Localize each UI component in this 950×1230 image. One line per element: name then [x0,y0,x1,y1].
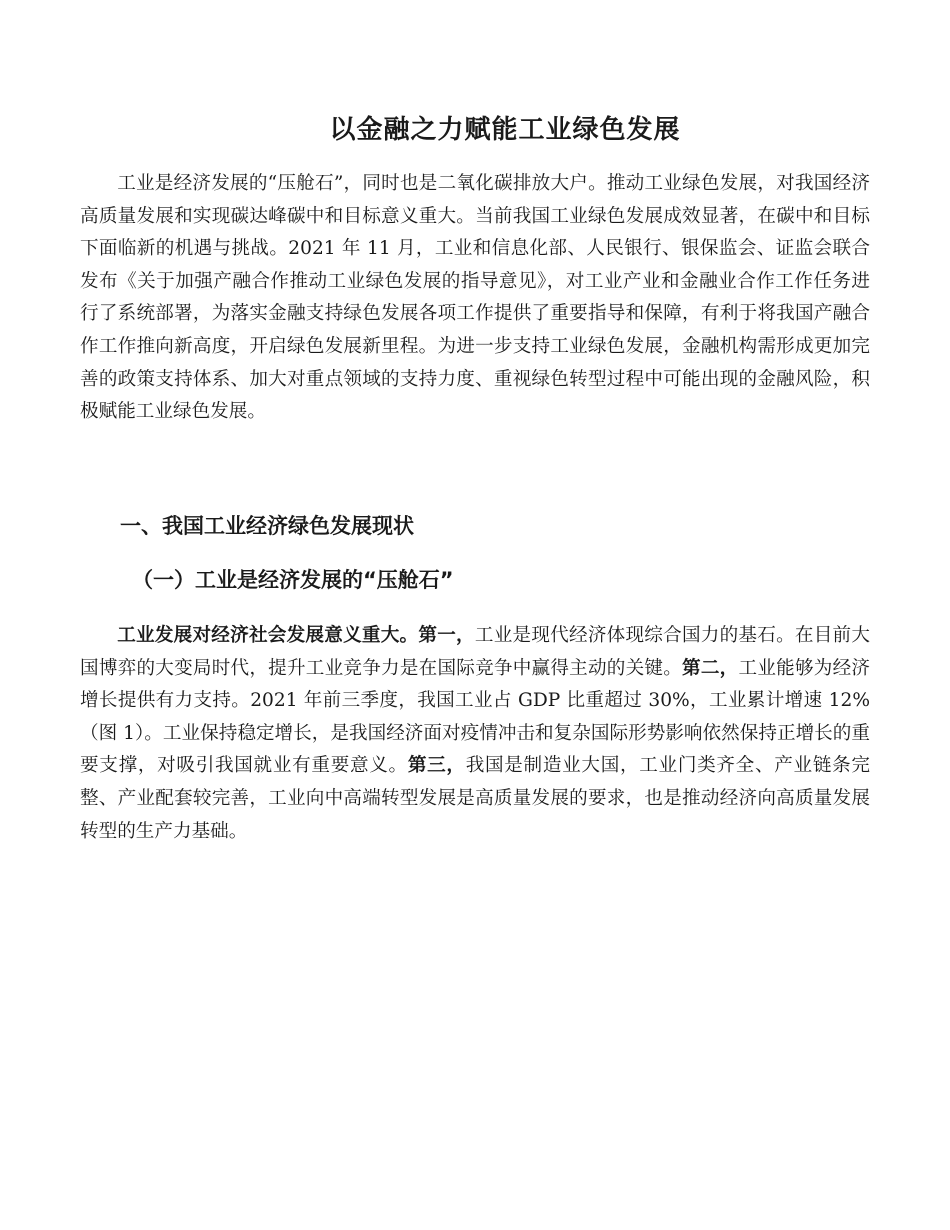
first-label: 第一， [418,625,475,646]
lead-sentence: 工业发展对经济社会发展意义重大。 [117,625,419,646]
first-text: 工业是现代经济体现综合国力的基石。在目前大国博弈的大变局时代，提升工业竞争力是在国际竞争中赢得主动的关键。 [80,625,870,679]
second-label: 第二， [682,657,739,679]
body-paragraph [80,620,870,848]
second-text: 工业能够为经济增长提供有力支持。2021 年前三季度，我国工业占 GDP 比重超过 30%，工业累计增速 12%（图 1）。工业保持稳定增长，是我国经济面对疫情冲击和复杂国际形势影响依然保持正增长的重要支撑，对吸引我国就业有重要意义。 [80,657,870,777]
third-text: 我国是制造业大国，工业门类齐全、产业链条完整、产业配套较完善，工业向中高端转型发展是高质量发展的要求，也是推动经济向高质量发展转型的生产力基础。 [80,755,870,842]
subsection-heading: （一）工业是经济发展的“压舱石” [132,568,454,592]
intro-paragraph: 工业是经济发展的“压舱石”，同时也是二氧化碳排放大户。推动工业绿色发展，对我国经济高质量发展和实现碳达峰碳中和目标意义重大。当前我国工业绿色发展成效显著，在碳中和目标下面临新的机遇与挑战。2021 年 11 月，工业和信息化部、人民银行、银保监会、证监会联合发布《关于加强产融合作推动工业绿色发展的指导意见》，对工业产业和金融业合作工作任务进行了系统部署，为落实金融支持绿色发展各项工作提供了重要指导和保障，有利于将我国产融合作工作推向新高度，开启绿色发展新里程。为进一步支持工业绿色发展，金融机构需形成更加完善的政策支持体系、加大对重点领域的支持力度、重视绿色转型过程中可能出现的金融风险，积极赋能工业绿色发展。 [80,173,870,423]
section-heading: 一、我国工业经济绿色发展现状 [120,514,414,538]
document-title: 以金融之力赋能工业绿色发展 [329,115,681,145]
third-label: 第三， [407,755,466,777]
